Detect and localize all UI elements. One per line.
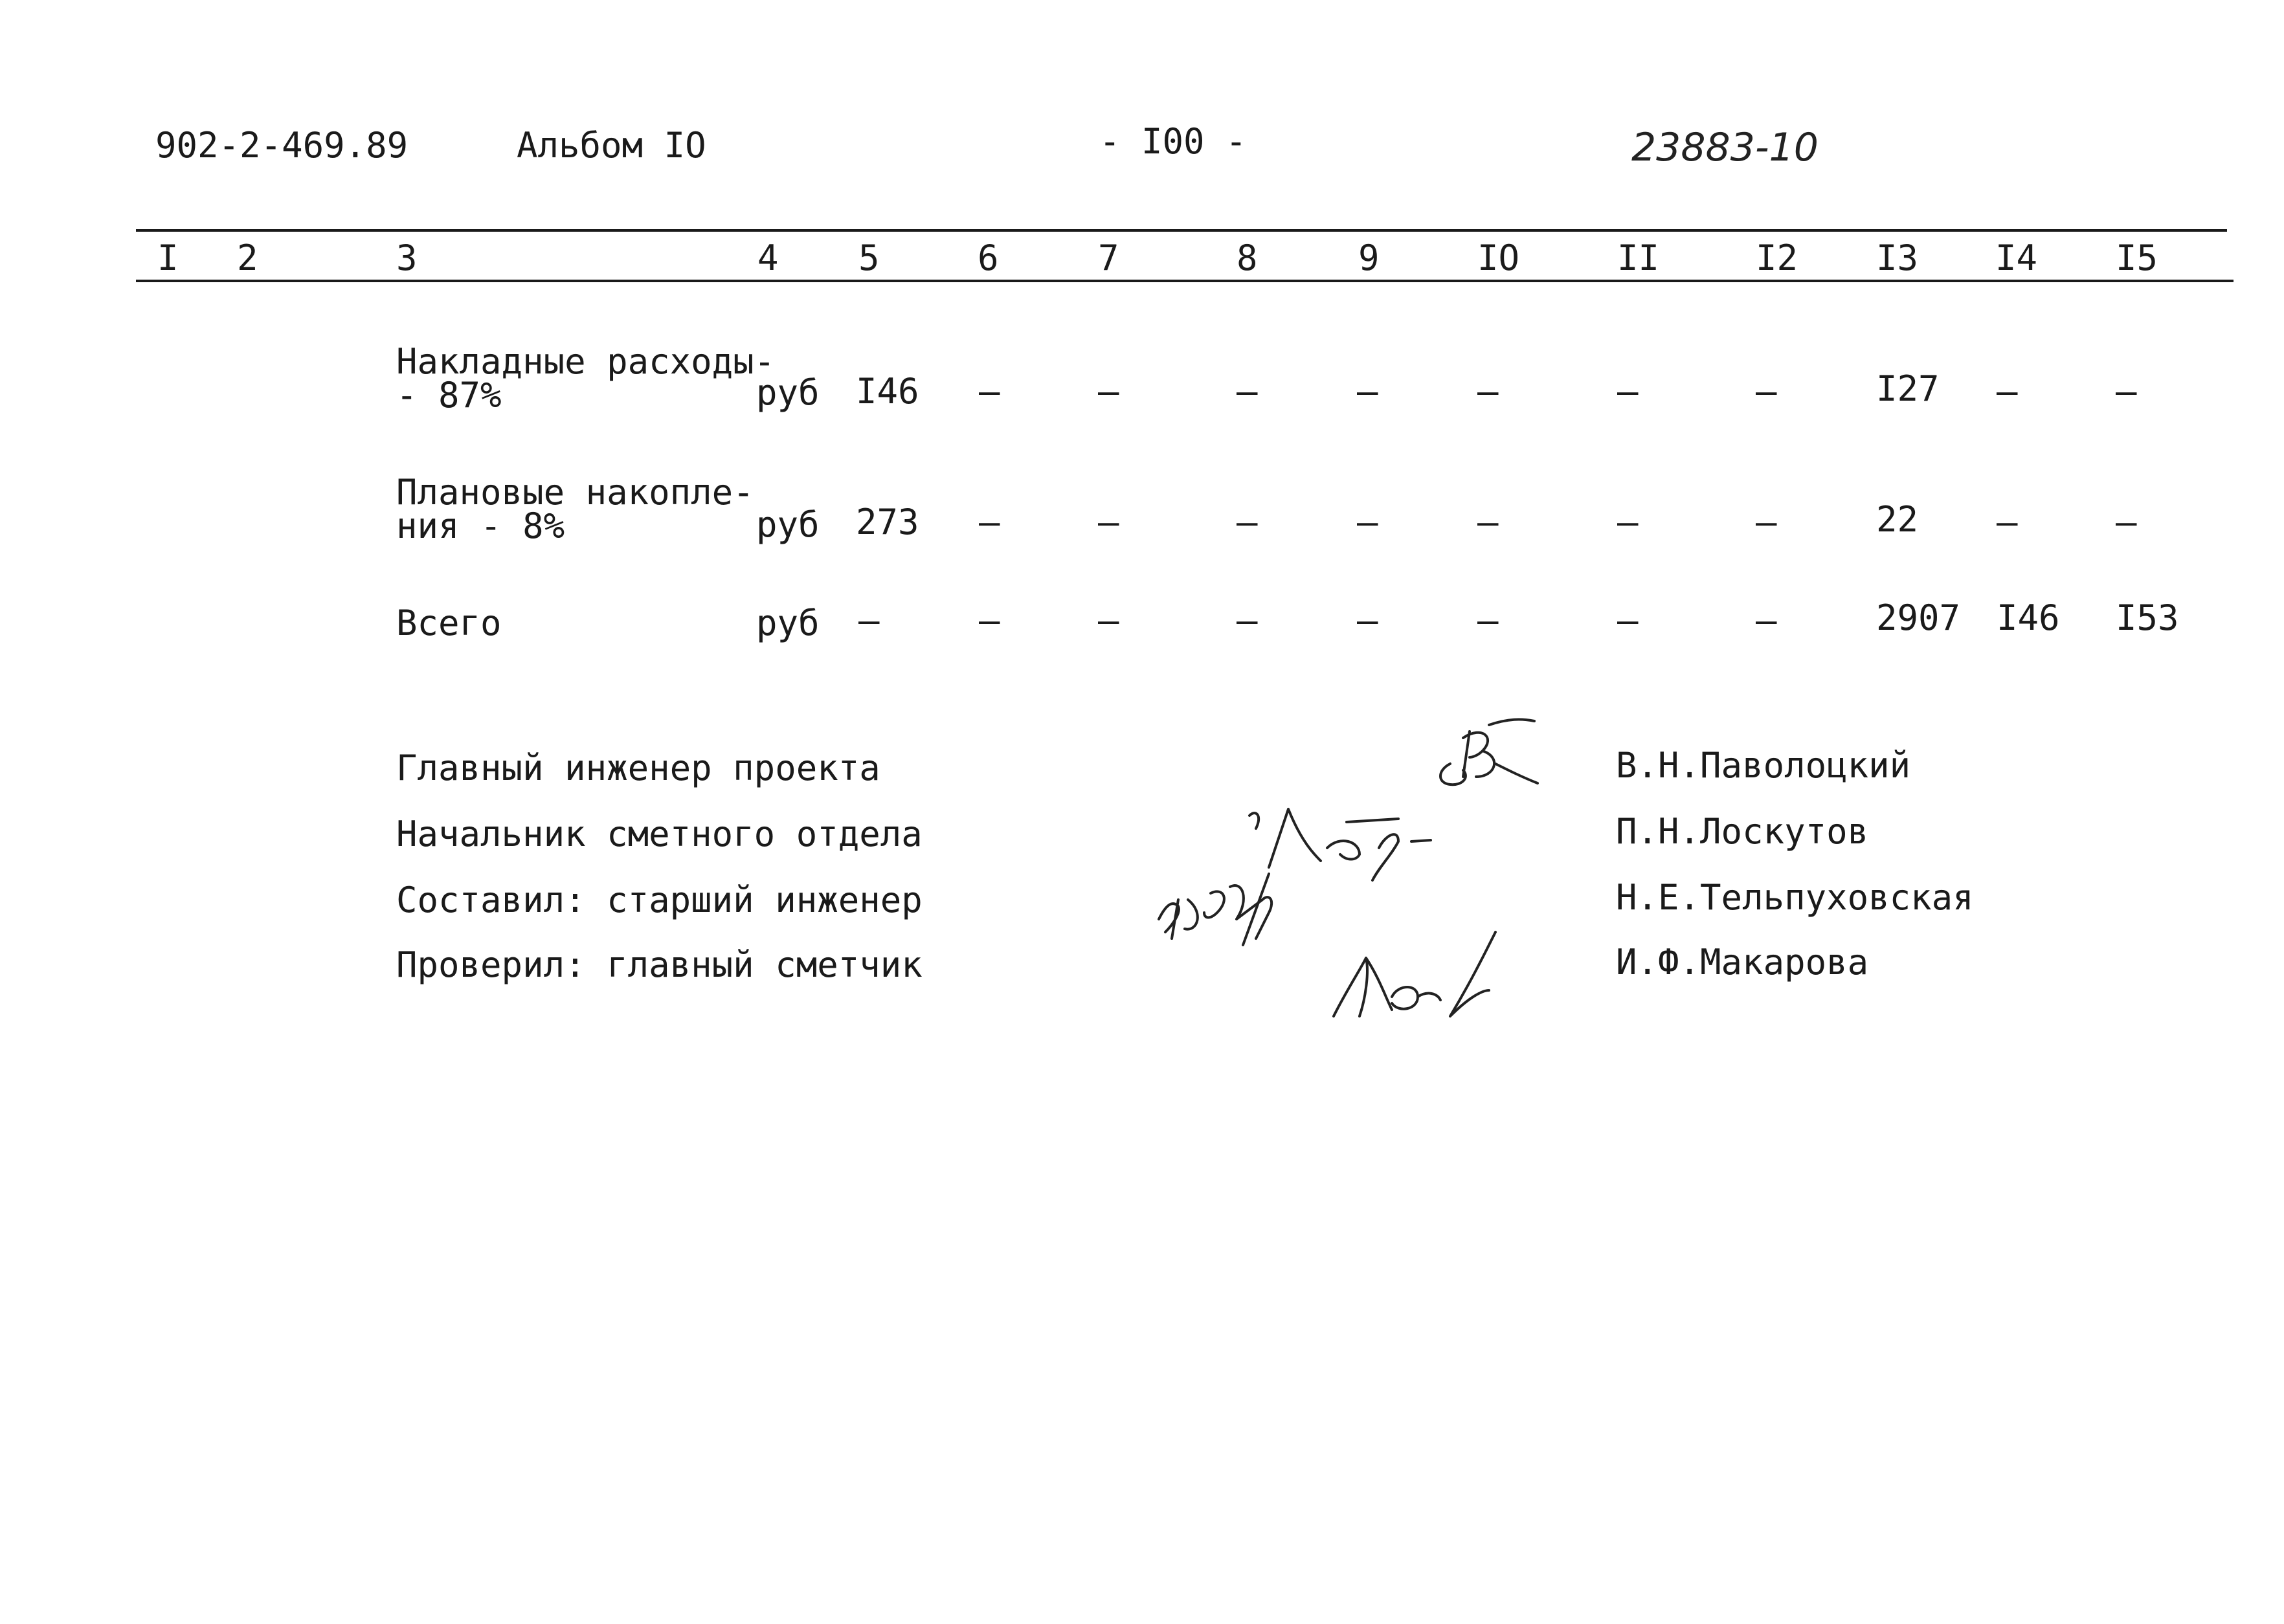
- row-name-line1: Плановые накопле-: [396, 472, 754, 513]
- column-number: 2: [237, 238, 258, 278]
- document-code: 902-2-469.89: [155, 125, 409, 166]
- table-top-rule: [136, 229, 2227, 232]
- cell-col13: 2907: [1876, 597, 1961, 638]
- cell-col10: –: [1477, 371, 1499, 412]
- cell-col8: –: [1237, 600, 1258, 641]
- column-number: 7: [1098, 238, 1119, 278]
- signature-role: Главный инженер проекта: [396, 748, 880, 788]
- column-number: I: [157, 238, 179, 278]
- row-name-line2: - 87%: [396, 375, 502, 416]
- row-name-line2: ния - 8%: [396, 506, 565, 546]
- signature-name: П.Н.Лоскутов: [1616, 811, 1869, 852]
- row-name: Всего: [396, 603, 502, 643]
- cell-col6: –: [979, 371, 1000, 412]
- cell-col9: –: [1357, 371, 1378, 412]
- handwritten-sheet-number: 23883-10: [1631, 125, 1819, 170]
- column-number: I5: [2116, 238, 2158, 278]
- column-number: 4: [757, 238, 779, 278]
- cell-col6: –: [979, 502, 1000, 542]
- column-number: 6: [978, 238, 999, 278]
- row-unit: руб: [756, 504, 820, 545]
- row-unit: руб: [756, 372, 820, 413]
- column-number: 3: [396, 238, 418, 278]
- handwritten-signature: [1152, 861, 1321, 951]
- cell-col10: –: [1477, 502, 1499, 542]
- cell-col13: I27: [1876, 368, 1940, 409]
- cell-col11: –: [1617, 371, 1639, 412]
- handwritten-signature: [1424, 712, 1554, 803]
- cell-col6: –: [979, 600, 1000, 641]
- page-number: - I00 -: [1099, 121, 1247, 162]
- cell-col5: 273: [856, 502, 919, 542]
- column-number: I4: [1995, 238, 2038, 278]
- cell-col5: I46: [856, 371, 919, 412]
- table-header-bottom-rule: [136, 280, 2234, 282]
- handwritten-signature: [1321, 919, 1515, 1036]
- cell-col15: –: [2116, 502, 2137, 542]
- cell-col12: –: [1756, 600, 1777, 641]
- cell-col11: –: [1617, 600, 1639, 641]
- cell-col8: –: [1237, 502, 1258, 542]
- cell-col15: –: [2116, 371, 2137, 412]
- signature-role: Начальник сметного отдела: [396, 814, 923, 854]
- cell-col13: 22: [1876, 499, 1919, 540]
- cell-col11: –: [1617, 502, 1639, 542]
- cell-col7: –: [1098, 502, 1119, 542]
- cell-col8: –: [1237, 371, 1258, 412]
- column-number: 8: [1237, 238, 1258, 278]
- cell-col7: –: [1098, 371, 1119, 412]
- column-number: II: [1617, 238, 1660, 278]
- cell-col7: –: [1098, 600, 1119, 641]
- cell-col9: –: [1357, 600, 1378, 641]
- column-number: I2: [1756, 238, 1798, 278]
- cell-col12: –: [1756, 502, 1777, 542]
- album-label: Альбом IO: [517, 125, 706, 166]
- cell-col14: –: [1997, 502, 2018, 542]
- signature-name: Н.Е.Тельпуховская: [1616, 877, 1974, 918]
- column-number: 5: [858, 238, 880, 278]
- row-name-line1: Накладные расходы-: [396, 341, 776, 382]
- cell-col15: I53: [2116, 597, 2179, 638]
- column-number: I3: [1876, 238, 1919, 278]
- row-unit: руб: [756, 603, 820, 643]
- signature-name: И.Ф.Макарова: [1616, 942, 1869, 983]
- column-number: IO: [1477, 238, 1520, 278]
- cell-col10: –: [1477, 600, 1499, 641]
- signature-role: Проверил: главный сметчик: [396, 944, 923, 985]
- cell-col9: –: [1357, 502, 1378, 542]
- signature-role: Составил: старший инженер: [396, 880, 923, 920]
- column-number: 9: [1358, 238, 1380, 278]
- cell-col14: –: [1997, 371, 2018, 412]
- cell-col5: –: [858, 600, 880, 641]
- cell-col12: –: [1756, 371, 1777, 412]
- signature-name: В.Н.Паволоцкий: [1616, 745, 1911, 786]
- cell-col14: I46: [1997, 597, 2060, 638]
